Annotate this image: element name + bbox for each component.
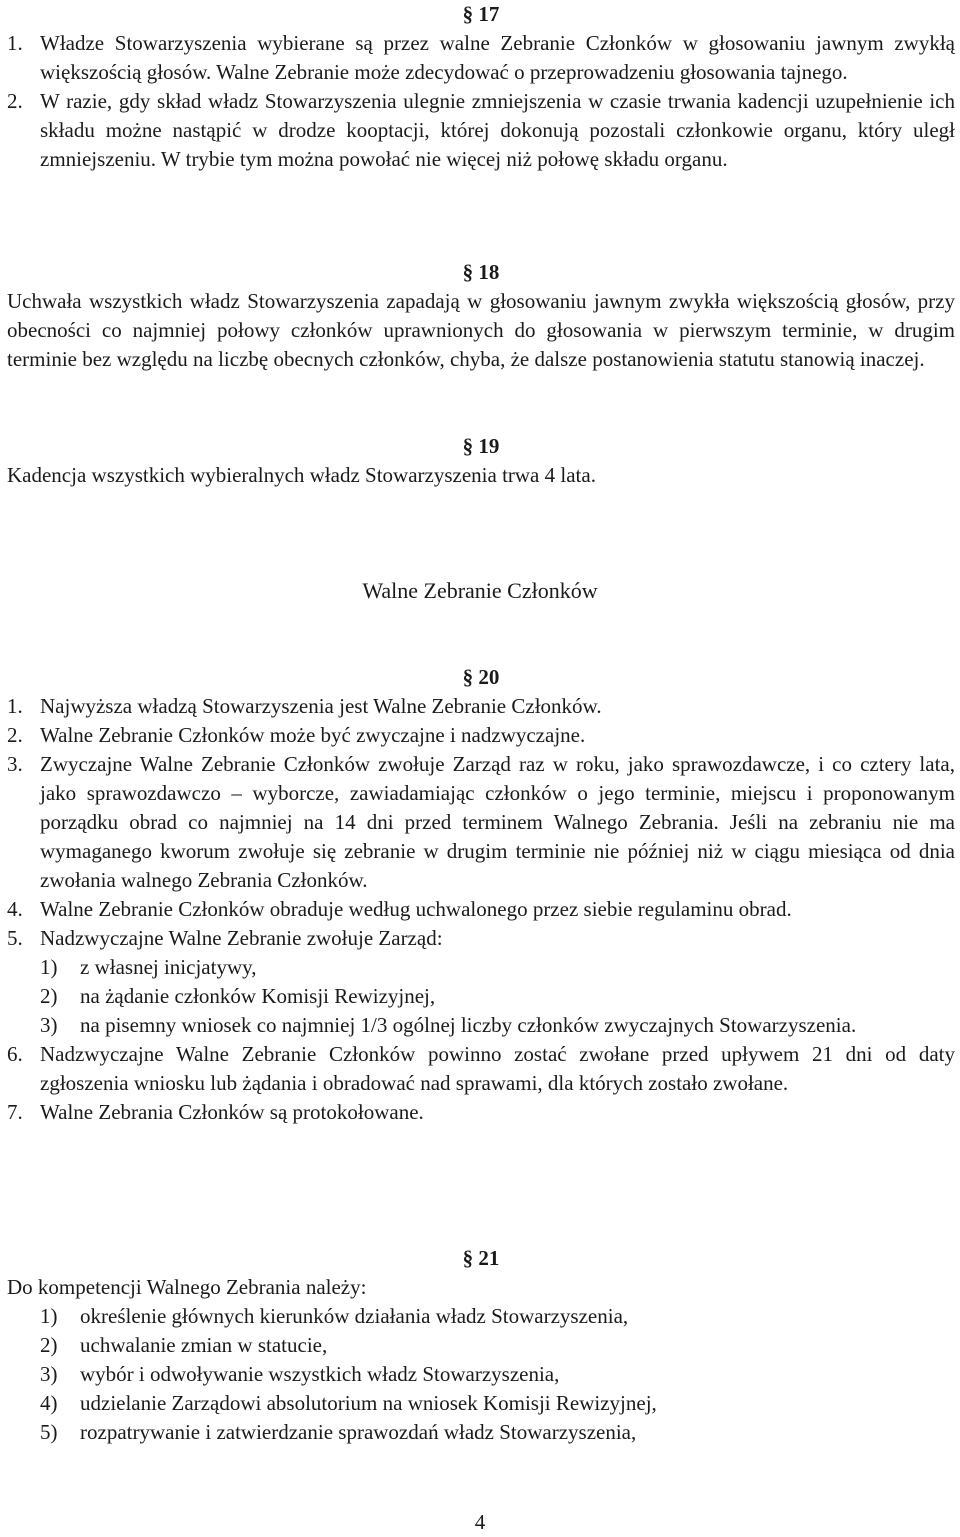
item-number: 6. [7, 1042, 23, 1066]
sub-item-text: rozpatrywanie i zatwierdzanie sprawozdań władz Stowarzyszenia, [80, 1420, 637, 1444]
item-number: 1. [7, 694, 23, 718]
page-number: 4 [474, 1510, 486, 1534]
section-sign: § [462, 434, 474, 458]
sub-list-item [40, 982, 955, 1011]
section-sign: § [462, 260, 474, 284]
paragraph-21 [7, 1244, 955, 1447]
sub-list-item [40, 1360, 955, 1389]
item-number: 3. [7, 752, 23, 776]
paragraph-number: 19 [478, 434, 500, 458]
paragraph-18 [7, 258, 955, 374]
sub-item-text: wybór i odwoływanie wszystkich władz Stowarzyszenia, [80, 1362, 560, 1386]
item-number: 4. [7, 897, 23, 921]
sub-item-number: 5) [40, 1420, 58, 1444]
section-sign: § [462, 1246, 474, 1270]
list-item [7, 1040, 955, 1098]
sub-list-item [40, 1389, 955, 1418]
paragraph-number: 20 [478, 665, 500, 689]
paragraph-number: 18 [478, 260, 500, 284]
item-text: Walne Zebranie Członków obraduje według uchwalonego przez siebie regulaminu obrad. [40, 897, 792, 921]
list-item [7, 1098, 955, 1127]
paragraph-heading [7, 663, 955, 692]
sub-item-text: udzielanie Zarządowi absolutorium na wniosek Komisji Rewizyjnej, [80, 1391, 657, 1415]
item-text: Walne Zebranie Członków może być zwyczajne i nadzwyczajne. [40, 723, 586, 747]
list-item [7, 87, 955, 174]
item-text: Władze Stowarzyszenia wybierane są przez walne Zebranie Członków w głosowaniu jawnym zwykłą większością głosów. Walne Zebranie może zdecydować o przeprowadzeniu głosowania tajnego. [40, 31, 955, 84]
paragraph-text: Uchwała wszystkich władz Stowarzyszenia zapadają w głosowaniu jawnym zwykła większością głosów, przy obecności co najmniej połowy członków uprawnionych do głosowania w pierwszym terminie, w drugim terminie bez względu na liczbę obecnych członków, chyba, że dalsze postanowienia statutu stanowią inaczej. [7, 289, 955, 371]
item-text: Zwyczajne Walne Zebranie Członków zwołuje Zarząd raz w roku, jako sprawozdawcze, i co cztery lata, jako sprawozdawczo – wyborcze, zawiadamiając członków o jego terminie, miejscu i proponowanym porządku obrad co najmniej na 14 dni przed terminem Walnego Zebrania. Jeśli na zebraniu nie ma wymaganego kworum zwołuje się zebranie w drugim terminie nie później niż w ciągu miesiąca od dnia zwołania walnego Zebrania Członków. [40, 752, 955, 892]
sub-item-number: 3) [40, 1013, 58, 1037]
item-number: 7. [7, 1100, 23, 1124]
sub-item-text: określenie głównych kierunków działania władz Stowarzyszenia, [80, 1304, 629, 1328]
sub-item-text: na żądanie członków Komisji Rewizyjnej, [80, 984, 436, 1008]
paragraph-text: Kadencja wszystkich wybieralnych władz Stowarzyszenia trwa 4 lata. [7, 463, 596, 487]
item-number: 1. [7, 31, 23, 55]
paragraph-19 [7, 432, 955, 490]
paragraph-heading [7, 0, 955, 29]
sub-list-item [40, 1011, 955, 1040]
paragraph-17 [7, 0, 955, 174]
paragraph-number: 17 [478, 2, 500, 26]
sub-list-item [40, 1331, 955, 1360]
item-number: 2. [7, 89, 23, 113]
list-item [7, 721, 955, 750]
sub-list-item [40, 953, 955, 982]
chapter-title: Walne Zebranie Członków [362, 578, 598, 603]
item-text: Nadzwyczajne Walne Zebranie Członków powinno zostać zwołane przed upływem 21 dni od daty zgłoszenia wniosku lub żądania i obradować nad sprawami, dla których zostało zwołane. [40, 1042, 955, 1095]
sub-item-number: 2) [40, 984, 58, 1008]
sub-list-item [40, 1418, 955, 1447]
item-number: 2. [7, 723, 23, 747]
section-sign: § [462, 2, 474, 26]
item-text: Najwyższa władzą Stowarzyszenia jest Walne Zebranie Członków. [40, 694, 602, 718]
item-text: W razie, gdy skład władz Stowarzyszenia ulegnie zmniejszenia w czasie trwania kadencji uzupełnienie ich składu możne nastąpić w drodze kooptacji, której dokonują pozostali członkowie organu, który uległ zmniejszeniu. W trybie tym można powołać nie więcej niż połowę składu organu. [40, 89, 955, 171]
list-item [7, 924, 955, 953]
sub-item-number: 1) [40, 1304, 58, 1328]
sub-item-number: 1) [40, 955, 58, 979]
paragraph-heading [7, 258, 955, 287]
sub-item-number: 4) [40, 1391, 58, 1415]
list-item [7, 895, 955, 924]
list-item [7, 29, 955, 87]
paragraph-20 [7, 663, 955, 1127]
sub-item-text: na pisemny wniosek co najmniej 1/3 ogólnej liczby członków zwyczajnych Stowarzyszenia. [80, 1013, 857, 1037]
list-item [7, 750, 955, 895]
paragraph-heading [7, 1244, 955, 1273]
paragraph-number: 21 [478, 1246, 500, 1270]
item-text: Nadzwyczajne Walne Zebranie zwołuje Zarząd: [40, 926, 443, 950]
section-sign: § [462, 665, 474, 689]
paragraph-intro: Do kompetencji Walnego Zebrania należy: [7, 1275, 367, 1299]
sub-item-number: 2) [40, 1333, 58, 1357]
list-item [7, 692, 955, 721]
sub-item-number: 3) [40, 1362, 58, 1386]
item-text: Walne Zebrania Członków są protokołowane. [40, 1100, 424, 1124]
paragraph-heading [7, 432, 955, 461]
sub-item-text: z własnej inicjatywy, [80, 955, 257, 979]
sub-item-text: uchwalanie zmian w statucie, [80, 1333, 328, 1357]
item-number: 5. [7, 926, 23, 950]
sub-list-item [40, 1302, 955, 1331]
